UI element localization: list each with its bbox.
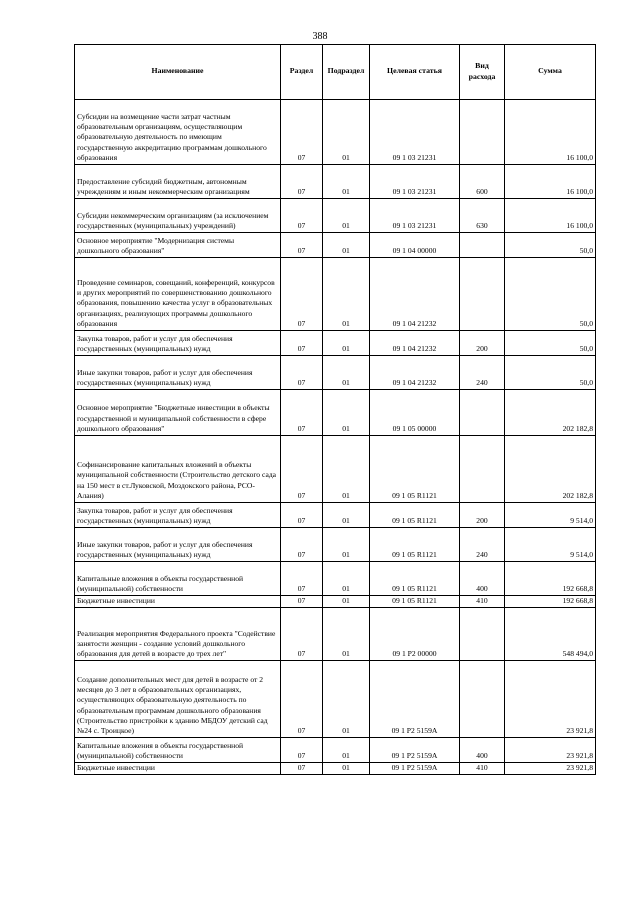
header-name: Наименование: [75, 45, 281, 100]
table-row: [75, 596, 596, 608]
row-subsection: 01: [323, 199, 370, 233]
table-row: [75, 503, 596, 528]
row-target: 09 1 03 21231: [370, 199, 460, 233]
row-expense-type: [460, 436, 505, 503]
row-section: 07: [281, 763, 323, 775]
row-expense-type: 240: [460, 528, 505, 562]
row-expense-type: [460, 390, 505, 436]
row-name: Иные закупки товаров, работ и услуг для обеспечения государственных (муниципальных) нужд: [75, 528, 281, 562]
row-expense-type: 200: [460, 503, 505, 528]
row-subsection: 01: [323, 608, 370, 661]
row-target: 09 1 05 R1121: [370, 528, 460, 562]
row-target: 09 1 05 R1121: [370, 503, 460, 528]
row-name: Иные закупки товаров, работ и услуг для обеспечения государственных (муниципальных) нужд: [75, 356, 281, 390]
table-row: [75, 763, 596, 775]
row-target: 09 1 05 R1121: [370, 562, 460, 596]
row-name: Создание дополнительных мест для детей в возрасте от 2 месяцев до 3 лет в образовательных организациях, осуществляющих образовательную деятельность по образовательным программам дошкольного образования (Строительство пристройки к зданию МБДОУ детский сад №24 с. Троицкое): [75, 661, 281, 738]
row-name: Капитальные вложения в объекты государственной (муниципальной) собственности: [75, 738, 281, 763]
row-name: Софинансирование капитальных вложений в объекты муниципальной собственности (Строительство детского сада на 150 мест в ст.Луковской, Моздокского района, РСО-Алания): [75, 436, 281, 503]
row-amount: 192 668,8: [505, 596, 596, 608]
row-subsection: 01: [323, 165, 370, 199]
row-amount: 9 514,0: [505, 528, 596, 562]
row-amount: 16 100,0: [505, 100, 596, 165]
row-section: 07: [281, 738, 323, 763]
row-name: Бюджетные инвестиции: [75, 763, 281, 775]
row-section: 07: [281, 258, 323, 331]
row-name: Бюджетные инвестиции: [75, 596, 281, 608]
row-amount: 50,0: [505, 233, 596, 258]
header-section: Раздел: [281, 45, 323, 100]
table-row: [75, 661, 596, 738]
table-row: [75, 165, 596, 199]
table-row: [75, 528, 596, 562]
row-amount: 16 100,0: [505, 165, 596, 199]
row-subsection: 01: [323, 390, 370, 436]
table-row: [75, 356, 596, 390]
row-expense-type: [460, 233, 505, 258]
table-row: [75, 258, 596, 331]
row-section: 07: [281, 199, 323, 233]
page-number: 388: [312, 31, 328, 42]
row-expense-type: [460, 258, 505, 331]
header-subsection: Подраздел: [323, 45, 370, 100]
row-target: 09 1 P2 5159А: [370, 661, 460, 738]
row-section: 07: [281, 528, 323, 562]
row-section: 07: [281, 661, 323, 738]
row-section: 07: [281, 608, 323, 661]
row-target: 09 1 P2 00000: [370, 608, 460, 661]
row-amount: 23 921,8: [505, 738, 596, 763]
row-amount: 548 494,0: [505, 608, 596, 661]
row-target: 09 1 04 21232: [370, 258, 460, 331]
header-amount: Сумма: [505, 45, 596, 100]
row-expense-type: 410: [460, 763, 505, 775]
row-name: Субсидии на возмещение части затрат частным образовательным организациям, осуществляющим образовательную деятельность по имеющим государственную аккредитацию программам дошкольного образования: [75, 100, 281, 165]
row-subsection: 01: [323, 738, 370, 763]
row-name: Капитальные вложения в объекты государственной (муниципальной) собственности: [75, 562, 281, 596]
table-row: [75, 199, 596, 233]
row-amount: 50,0: [505, 258, 596, 331]
row-subsection: 01: [323, 528, 370, 562]
row-target: 09 1 P2 5159А: [370, 738, 460, 763]
row-section: 07: [281, 356, 323, 390]
row-target: 09 1 05 R1121: [370, 436, 460, 503]
row-section: 07: [281, 233, 323, 258]
row-amount: 50,0: [505, 331, 596, 356]
row-subsection: 01: [323, 331, 370, 356]
row-subsection: 01: [323, 258, 370, 331]
row-name: Закупка товаров, работ и услуг для обеспечения государственных (муниципальных) нужд: [75, 503, 281, 528]
header-expense-type: Вид расхода: [460, 45, 505, 100]
row-amount: 9 514,0: [505, 503, 596, 528]
row-expense-type: 600: [460, 165, 505, 199]
row-target: 09 1 05 R1121: [370, 596, 460, 608]
row-subsection: 01: [323, 100, 370, 165]
table-row: [75, 436, 596, 503]
table-row: [75, 390, 596, 436]
row-target: 09 1 05 00000: [370, 390, 460, 436]
row-amount: 23 921,8: [505, 763, 596, 775]
row-section: 07: [281, 390, 323, 436]
row-subsection: 01: [323, 233, 370, 258]
row-subsection: 01: [323, 562, 370, 596]
row-name: Закупка товаров, работ и услуг для обеспечения государственных (муниципальных) нужд: [75, 331, 281, 356]
table-row: [75, 608, 596, 661]
row-name: Основное мероприятие "Модернизация системы дошкольного образования": [75, 233, 281, 258]
row-name: Субсидии некоммерческим организациям (за исключением государственных (муниципальных) учреждений): [75, 199, 281, 233]
row-name: Предоставление субсидий бюджетным, автономным учреждениям и иным некоммерческим организациям: [75, 165, 281, 199]
row-section: 07: [281, 165, 323, 199]
row-section: 07: [281, 100, 323, 165]
row-amount: 192 668,8: [505, 562, 596, 596]
row-amount: 16 100,0: [505, 199, 596, 233]
row-section: 07: [281, 331, 323, 356]
row-name: Реализация мероприятия Федерального проекта "Содействие занятости женщин - создание условий дошкольного образования для детей в возрасте до трех лет": [75, 608, 281, 661]
row-subsection: 01: [323, 356, 370, 390]
row-expense-type: 240: [460, 356, 505, 390]
row-expense-type: 400: [460, 562, 505, 596]
row-expense-type: 410: [460, 596, 505, 608]
row-section: 07: [281, 436, 323, 503]
row-expense-type: [460, 100, 505, 165]
row-expense-type: [460, 661, 505, 738]
row-expense-type: 630: [460, 199, 505, 233]
row-target: 09 1 P2 5159А: [370, 763, 460, 775]
row-target: 09 1 04 00000: [370, 233, 460, 258]
row-amount: 50,0: [505, 356, 596, 390]
row-section: 07: [281, 596, 323, 608]
table-row: [75, 233, 596, 258]
row-target: 09 1 04 21232: [370, 331, 460, 356]
table-row: [75, 331, 596, 356]
row-subsection: 01: [323, 596, 370, 608]
row-subsection: 01: [323, 763, 370, 775]
header-row: [75, 45, 596, 100]
row-expense-type: [460, 608, 505, 661]
row-amount: 23 921,8: [505, 661, 596, 738]
row-target: 09 1 03 21231: [370, 100, 460, 165]
budget-table: [74, 44, 596, 775]
row-target: 09 1 04 21232: [370, 356, 460, 390]
row-expense-type: 200: [460, 331, 505, 356]
header-target: Целевая статья: [370, 45, 460, 100]
row-target: 09 1 03 21231: [370, 165, 460, 199]
row-subsection: 01: [323, 661, 370, 738]
table-row: [75, 562, 596, 596]
row-subsection: 01: [323, 436, 370, 503]
row-section: 07: [281, 562, 323, 596]
row-name: Проведение семинаров, совещаний, конференций, конкурсов и других мероприятий по совершенствованию дошкольного образования, повышению качества услуг в образовательных организациях, реализующих программы дошкольного образования: [75, 258, 281, 331]
row-amount: 202 182,8: [505, 436, 596, 503]
table-row: [75, 738, 596, 763]
row-name: Основное мероприятие "Бюджетные инвестиции в объекты государственной и муниципальной собственности в сфере дошкольного образования": [75, 390, 281, 436]
row-expense-type: 400: [460, 738, 505, 763]
row-section: 07: [281, 503, 323, 528]
table-row: [75, 100, 596, 165]
row-subsection: 01: [323, 503, 370, 528]
row-amount: 202 182,8: [505, 390, 596, 436]
